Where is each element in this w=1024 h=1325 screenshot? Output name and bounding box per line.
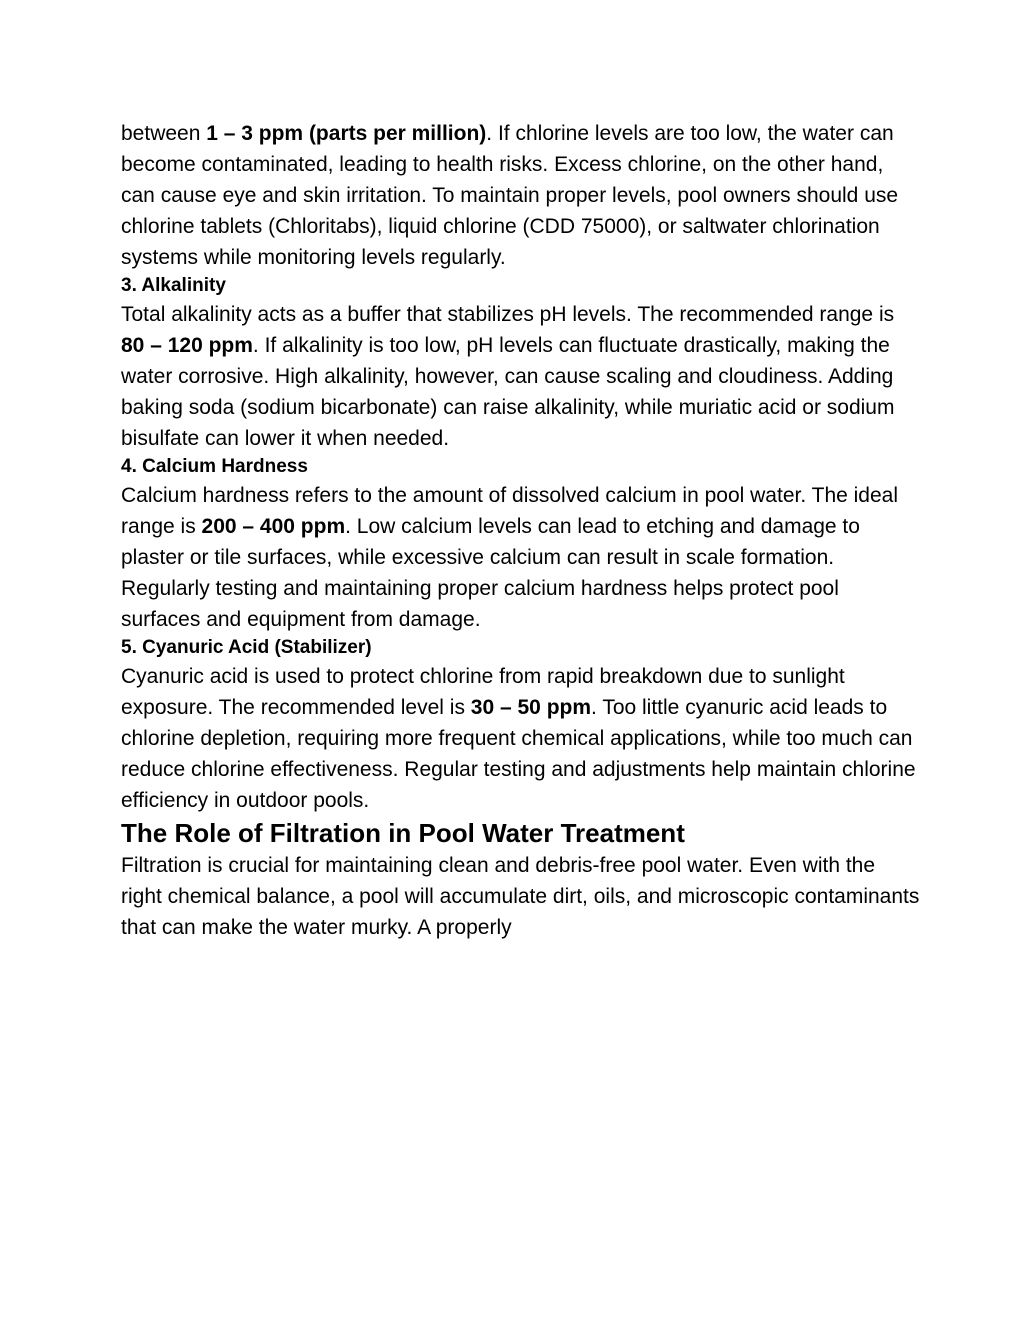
alkalinity-text-start: Total alkalinity acts as a buffer that stabilizes pH levels. The recommended range is	[121, 303, 895, 326]
cyanuric-text-end: . Too little cyanuric acid leads to chlorine depletion, requiring more frequent chemical applications, while too much can reduce chlorine effectiveness. Regular testing and adjustments help maintain chlorine efficiency in outdoor pools.	[121, 696, 916, 812]
filtration-paragraph: Filtration is crucial for maintaining clean and debris-free pool water. Even with the right chemical balance, a pool will accumulate dirt, oils, and microscopic contaminants that can make the water murky. A properly	[121, 854, 920, 939]
document-page	[121, 118, 921, 943]
calcium-paragraph	[121, 480, 921, 635]
cyanuric-heading: 5. Cyanuric Acid (Stabilizer)	[121, 637, 372, 658]
cyanuric-text-start: Cyanuric acid is used to protect chlorine from rapid breakdown due to sunlight exposure. The recommended level is	[121, 665, 845, 719]
cyanuric-paragraph	[121, 661, 921, 816]
chlorine-text-end: . If chlorine levels are too low, the water can become contaminated, leading to health risks. Excess chlorine, on the other hand, can cause eye and skin irritation. To maintain proper levels, pool owners should use chlorine tablets (Chloritabs), liquid chlorine (CDD 75000), or saltwater chlorination systems while monitoring levels regularly.	[121, 122, 899, 269]
calcium-text-start: Calcium hardness refers to the amount of dissolved calcium in pool water. The ideal range is	[121, 484, 899, 538]
alkalinity-paragraph	[121, 299, 921, 454]
alkalinity-range: 80 – 120 ppm	[121, 334, 253, 357]
calcium-text-end: . Low calcium levels can lead to etching and damage to plaster or tile surfaces, while excessive calcium can result in scale formation. Regularly testing and maintaining proper calcium hardness helps protect pool surfaces and equipment from damage.	[121, 515, 860, 631]
cyanuric-range: 30 – 50 ppm	[470, 696, 592, 719]
chlorine-range: 1 – 3 ppm (parts per million)	[206, 122, 487, 145]
calcium-range: 200 – 400 ppm	[201, 515, 346, 538]
chlorine-text-start: between	[121, 122, 207, 145]
calcium-heading: 4. Calcium Hardness	[121, 456, 308, 477]
filtration-heading: The Role of Filtration in Pool Water Treatment	[121, 818, 685, 848]
alkalinity-text-end: . If alkalinity is too low, pH levels can fluctuate drastically, making the water corrosive. High alkalinity, however, can cause scaling and cloudiness. Adding baking soda (sodium bicarbonate) can raise alkalinity, while muriatic acid or sodium bisulfate can lower it when needed.	[121, 334, 895, 450]
chlorine-paragraph	[121, 118, 921, 273]
alkalinity-heading: 3. Alkalinity	[121, 275, 226, 296]
